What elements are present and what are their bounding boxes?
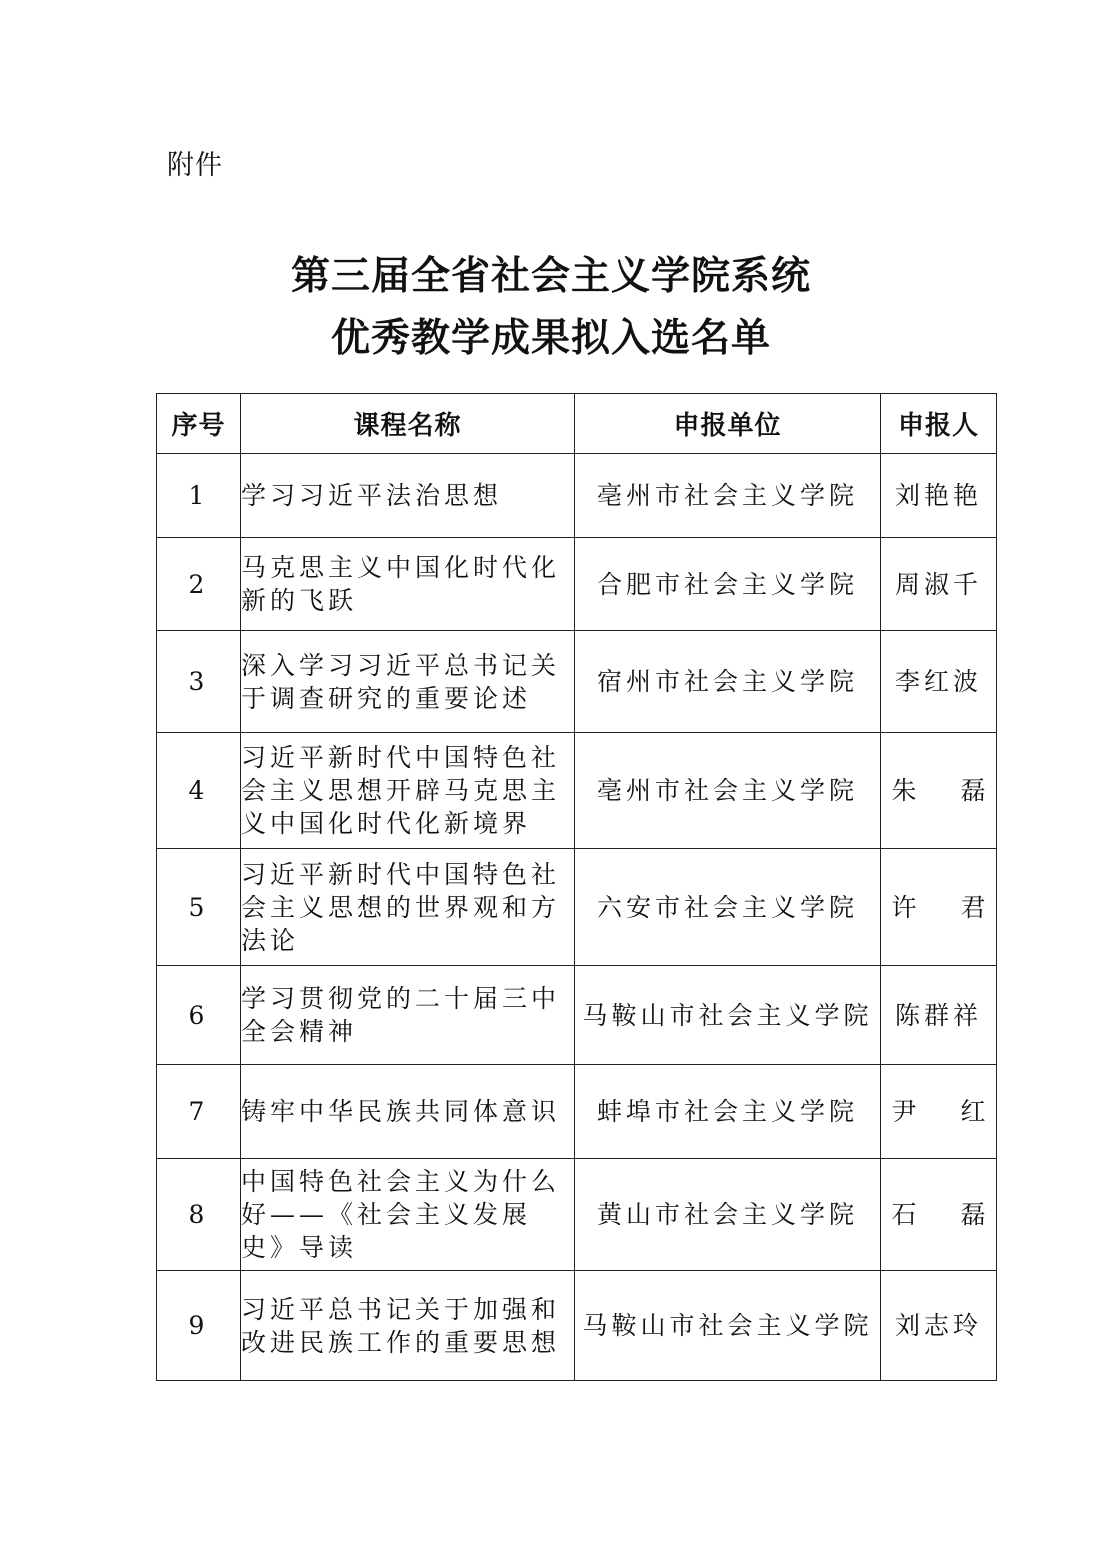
applicant-person-part: 石	[891, 1200, 917, 1229]
applicant-person: 陈群祥	[881, 966, 997, 1065]
applicant-unit: 马鞍山市社会主义学院	[575, 966, 881, 1065]
table-row	[157, 1159, 997, 1271]
table-header-row	[157, 394, 997, 454]
course-name: 中国特色社会主义为什么好——《社会主义发展史》导读	[241, 1159, 575, 1271]
applicant-person-part: 磊	[960, 1200, 986, 1229]
header-course: 课程名称	[241, 394, 575, 454]
applicant-person	[881, 849, 997, 966]
table-row	[157, 966, 997, 1065]
applicant-person	[881, 1065, 997, 1159]
table-row	[157, 538, 997, 631]
table-row	[157, 454, 997, 538]
header-person: 申报人	[881, 394, 997, 454]
applicant-person	[881, 1159, 997, 1271]
applicant-unit: 马鞍山市社会主义学院	[575, 1271, 881, 1381]
course-name: 习近平新时代中国特色社会主义思想的世界观和方法论	[241, 849, 575, 966]
applicant-person: 李红波	[881, 631, 997, 733]
row-number: 2	[157, 538, 241, 631]
applicant-unit: 亳州市社会主义学院	[575, 733, 881, 849]
applicant-person-part: 红	[960, 1097, 986, 1126]
header-unit: 申报单位	[575, 394, 881, 454]
applicant-unit: 黄山市社会主义学院	[575, 1159, 881, 1271]
table-row	[157, 733, 997, 849]
table-row	[157, 631, 997, 733]
header-no: 序号	[157, 394, 241, 454]
table-body	[157, 454, 997, 1381]
course-name: 深入学习习近平总书记关于调查研究的重要论述	[241, 631, 575, 733]
table-row	[157, 1065, 997, 1159]
applicant-person-part: 君	[960, 892, 986, 922]
row-number: 1	[157, 454, 241, 538]
row-number: 9	[157, 1271, 241, 1381]
table-row	[157, 849, 997, 966]
applicant-unit: 合肥市社会主义学院	[575, 538, 881, 631]
attachment-label: 附件	[167, 150, 223, 181]
row-number: 7	[157, 1065, 241, 1159]
applicant-person: 刘艳艳	[881, 454, 997, 538]
applicant-unit: 宿州市社会主义学院	[575, 631, 881, 733]
applicant-person-part: 许	[891, 892, 917, 922]
course-name: 习近平总书记关于加强和改进民族工作的重要思想	[241, 1271, 575, 1381]
applicant-person-part: 朱	[891, 776, 917, 805]
row-number: 4	[157, 733, 241, 849]
applicant-person: 刘志玲	[881, 1271, 997, 1381]
applicant-person	[881, 733, 997, 849]
course-name: 学习贯彻党的二十届三中全会精神	[241, 966, 575, 1065]
document-title-line-2: 优秀教学成果拟入选名单	[330, 315, 771, 361]
course-name: 习近平新时代中国特色社会主义思想开辟马克思主义中国化时代化新境界	[241, 733, 575, 849]
course-name: 马克思主义中国化时代化新的飞跃	[241, 538, 575, 631]
document-title-line-1: 第三届全省社会主义学院系统	[290, 253, 811, 299]
applicant-person-part: 尹	[891, 1097, 917, 1126]
applicant-person-part: 磊	[960, 776, 986, 805]
row-number: 8	[157, 1159, 241, 1271]
table-row	[157, 1271, 997, 1381]
row-number: 5	[157, 849, 241, 966]
course-name: 学习习近平法治思想	[241, 454, 575, 538]
applicant-unit: 亳州市社会主义学院	[575, 454, 881, 538]
applicant-unit: 六安市社会主义学院	[575, 849, 881, 966]
candidate-list-table	[156, 393, 997, 1381]
applicant-unit: 蚌埠市社会主义学院	[575, 1065, 881, 1159]
course-name: 铸牢中华民族共同体意识	[241, 1065, 575, 1159]
row-number: 6	[157, 966, 241, 1065]
row-number: 3	[157, 631, 241, 733]
applicant-person: 周淑千	[881, 538, 997, 631]
